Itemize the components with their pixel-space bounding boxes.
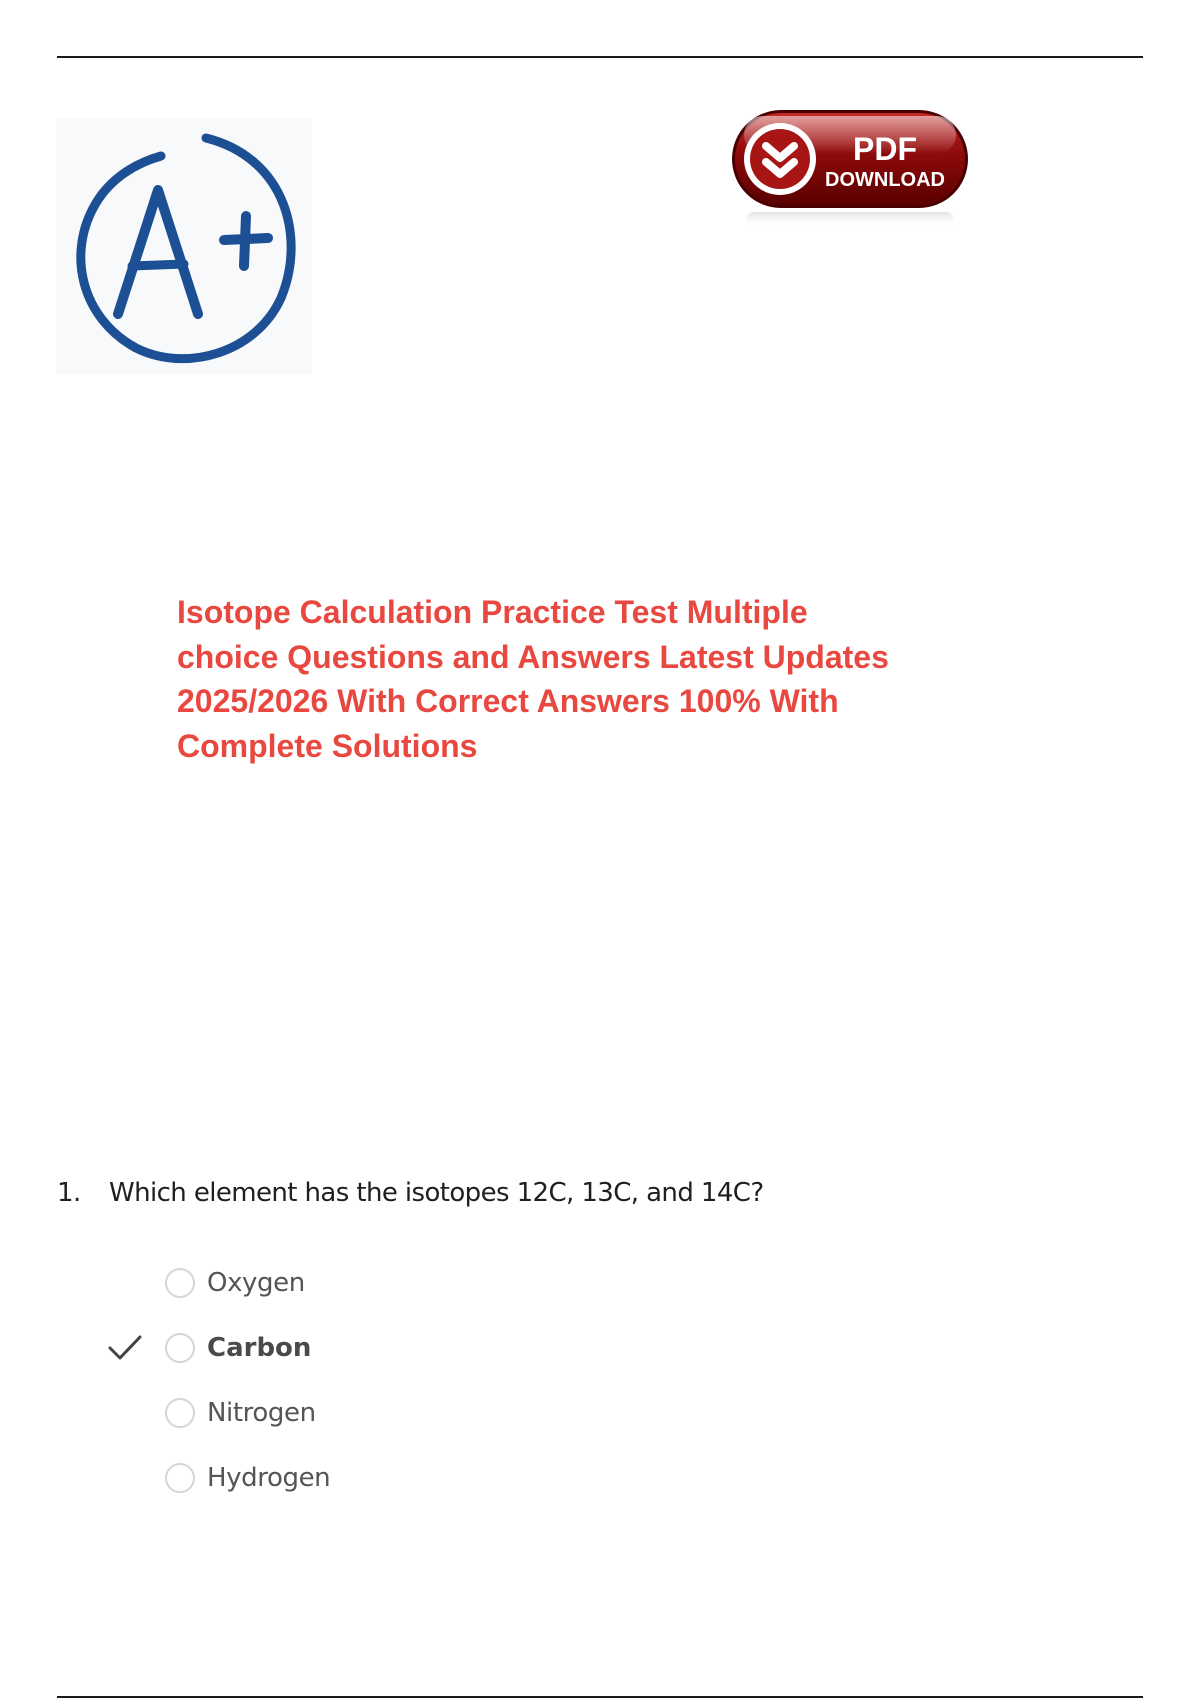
option-oxygen[interactable] xyxy=(107,1250,707,1315)
option-label: Hydrogen xyxy=(207,1462,331,1493)
radio-circle-icon[interactable] xyxy=(165,1333,195,1363)
a-plus-logo xyxy=(56,118,312,374)
footer-rule xyxy=(57,1696,1143,1698)
answer-options xyxy=(107,1250,707,1510)
radio-circle-icon[interactable] xyxy=(165,1268,195,1298)
radio-circle-icon[interactable] xyxy=(165,1463,195,1493)
checkmark-icon xyxy=(107,1329,143,1365)
document-title: Isotope Calculation Practice Test Multiple choice Questions and Answers Latest Updates 2025/2026 With Correct Answers 100% With Complete Solutions xyxy=(177,594,889,764)
pdf-button-line2: DOWNLOAD xyxy=(825,169,945,191)
option-hydrogen[interactable] xyxy=(107,1445,707,1510)
option-carbon[interactable] xyxy=(107,1315,707,1380)
question-text: Which element has the isotopes 12C, 13C, and 14C? xyxy=(109,1178,764,1208)
a-plus-grade-icon xyxy=(56,118,312,374)
double-chevron-down-icon xyxy=(744,123,816,195)
radio-circle-icon[interactable] xyxy=(165,1398,195,1428)
option-nitrogen[interactable] xyxy=(107,1380,707,1445)
pdf-button-line1: PDF xyxy=(853,131,917,167)
option-label: Nitrogen xyxy=(207,1397,316,1428)
question-text-line xyxy=(57,1178,1057,1208)
pdf-download-button[interactable] xyxy=(730,108,970,230)
question-number: 1. xyxy=(57,1178,81,1208)
option-label: Carbon xyxy=(207,1332,312,1363)
header-rule xyxy=(57,56,1143,58)
question-1 xyxy=(57,1178,1057,1493)
option-label: Oxygen xyxy=(207,1267,305,1298)
